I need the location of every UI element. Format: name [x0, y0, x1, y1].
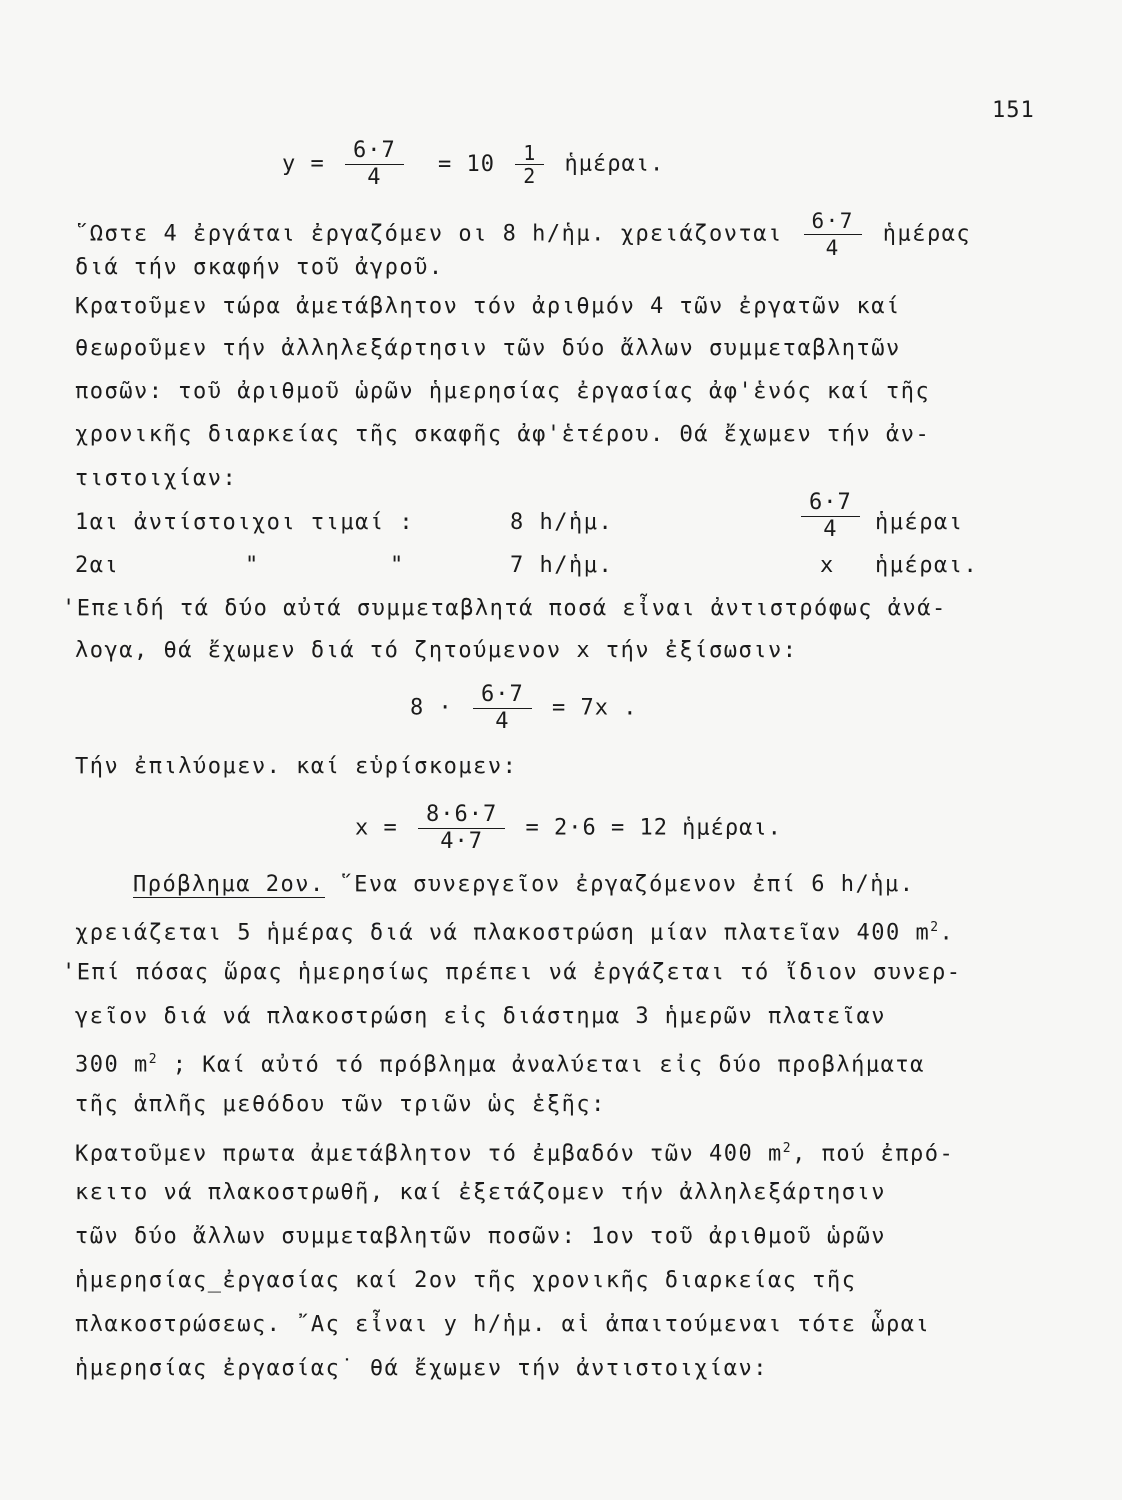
eq3-numerator: 8·6·7	[418, 802, 505, 829]
equation-x	[355, 802, 782, 855]
text-line: κειτο νά πλακοστρωθῆ, καί ἐξετάζομεν τήν ἀλληλεξάρτησιν	[75, 1180, 886, 1205]
text-line	[133, 870, 915, 900]
problem-line5: 300 m	[75, 1052, 149, 1078]
eq1-lhs: y =	[282, 151, 325, 177]
eq2-denominator: 4	[495, 709, 510, 734]
table-row-2-value: 7 h/ἡμ.	[510, 553, 614, 578]
p1-fraction	[804, 208, 862, 261]
text-line: τῶν δύο ἄλλων συμμεταβλητῶν ποσῶν: 1ον τοῦ ἀριθμοῦ ὡρῶν	[75, 1224, 886, 1249]
eq3-rhs: = 2·6 = 12 ἡμέραι.	[525, 815, 782, 841]
p1-frac-denominator: 4	[825, 236, 840, 260]
text-line: λογα, θά ἔχωμεν διά τό ζητούμενον x τήν ἐξίσωσιν:	[75, 638, 798, 663]
table-row-2-ditto-1: "	[245, 553, 260, 578]
table-row-1-unit: ἡμέραι	[875, 510, 964, 535]
text-line: πλακοστρώσεως. ῎Ας εἶναι y h/ἡμ. αἱ ἀπαιτούμεναι τότε ὧραι	[75, 1312, 931, 1337]
table-row-1-fraction-cell	[795, 490, 866, 543]
text-line	[75, 913, 954, 948]
eq1-fraction	[345, 138, 404, 191]
eq3-denominator: 4·7	[440, 829, 483, 854]
problem-line5-rest: ; Καί αὐτό τό πρόβλημα ἀναλύεται εἰς δύο προβλήματα	[158, 1052, 925, 1078]
text-line: τιστοιχίαν:	[75, 466, 238, 491]
equation-y	[282, 138, 664, 191]
table-row-2-ditto-2: "	[390, 553, 405, 578]
text-line: ποσῶν: τοῦ ἀριθμοῦ ὡρῶν ἡμερησίας ἐργασίας ἀφ'ἑνός καί τῆς	[75, 379, 931, 404]
text-line: θεωροῦμεν τήν ἀλληλεξάρτησιν τῶν δύο ἄλλων συμμεταβλητῶν	[75, 336, 901, 361]
text-line	[75, 1134, 954, 1169]
table-row-1-value: 8 h/ἡμ.	[510, 510, 614, 535]
table-row-1-label: 1αι ἀντίστοιχοι τιμαί :	[75, 510, 415, 535]
eq2-numerator: 6·7	[473, 682, 532, 709]
text-line: 'Επειδή τά δύο αὐτά συμμεταβλητά ποσά εἶναι ἀντιστρόφως ἀνά-	[62, 596, 947, 621]
eq1-mixed-numerator: 1	[515, 142, 544, 165]
problem-line1: ῞Ενα συνεργεῖον ἐργαζόμενον ἐπί 6 h/ἡμ.	[324, 872, 915, 897]
p1-line1-text: ῞Ωστε 4 ἐργάται ἐργαζόμεν οι 8 h/ἡμ. χρειάζονται	[75, 221, 783, 247]
eq2-rhs: = 7x .	[552, 695, 638, 721]
text-line: διά τήν σκαφήν τοῦ ἀγροῦ.	[75, 255, 444, 280]
problem-line7: Κρατοῦμεν πρωτα ἀμετάβλητον τό ἐμβαδόν τῶν 400 m	[75, 1141, 783, 1167]
eq1-mixed-fraction	[515, 142, 544, 187]
table-row-2-x: x	[820, 553, 835, 578]
eq1-mid: = 10	[438, 151, 495, 177]
superscript: 2	[930, 920, 940, 935]
eq3-lhs: x =	[355, 815, 398, 841]
text-line: τῆς ἁπλῆς μεθόδου τῶν τριῶν ὡς ἑξῆς:	[75, 1092, 606, 1117]
problem-line2: χρειάζεται 5 ἡμέρας διά νά πλακοστρώση μίαν πλατεῖαν 400 m	[75, 920, 931, 946]
p1-line1-unit: ἡμέρας	[882, 221, 972, 247]
table-row-1-numerator: 6·7	[801, 490, 860, 517]
text-line: Κρατοῦμεν τώρα ἀμετάβλητον τόν ἀριθμόν 4 τῶν ἐργατῶν καί	[75, 294, 901, 319]
eq3-fraction	[418, 802, 505, 855]
table-row-2-unit: ἡμέραι.	[875, 553, 979, 578]
problem-title: Πρόβλημα 2ον.	[133, 872, 325, 897]
text-line: 'Επί πόσας ὥρας ἡμερησίως πρέπει νά ἐργάζεται τό ἴδιον συνερ-	[62, 960, 962, 985]
eq2-fraction	[473, 682, 532, 735]
eq1-mixed-denominator: 2	[523, 164, 537, 188]
text-line: ἡμερησίας ἐργασίας˙ θά ἔχωμεν τήν ἀντιστοιχίαν:	[75, 1356, 769, 1381]
table-row-1-fraction	[801, 490, 860, 543]
equation-8-times	[410, 682, 637, 735]
eq1-numerator: 6·7	[345, 138, 404, 165]
text-line: ἡμερησίας_ἐργασίας καί 2ον τῆς χρονικῆς διαρκείας τῆς	[75, 1268, 857, 1293]
table-row-1-denominator: 4	[823, 517, 838, 542]
problem-line2-end: .	[939, 920, 955, 946]
problem-line7-rest: , πού ἐπρό-	[792, 1141, 955, 1167]
p1-frac-numerator: 6·7	[804, 208, 862, 235]
table-row-2-label: 2αι	[75, 553, 120, 578]
eq1-denominator: 4	[367, 165, 382, 190]
eq2-lhs: 8 ·	[410, 695, 453, 721]
text-line	[75, 1045, 925, 1080]
superscript: 2	[148, 1052, 159, 1067]
text-line: χρονικῆς διαρκείας τῆς σκαφῆς ἀφ'ἑτέρου. Θά ἔχωμεν τήν ἀν-	[75, 422, 931, 447]
eq1-rhs: ἡμέραι.	[564, 151, 665, 177]
page-number: 151	[992, 98, 1035, 123]
text-line: Τήν ἐπιλύομεν. καί εὑρίσκομεν:	[75, 754, 518, 779]
superscript: 2	[782, 1141, 793, 1156]
text-line: γεῖον διά νά πλακοστρώση εἰς διάστημα 3 ἡμερῶν πλατεῖαν	[75, 1004, 886, 1029]
